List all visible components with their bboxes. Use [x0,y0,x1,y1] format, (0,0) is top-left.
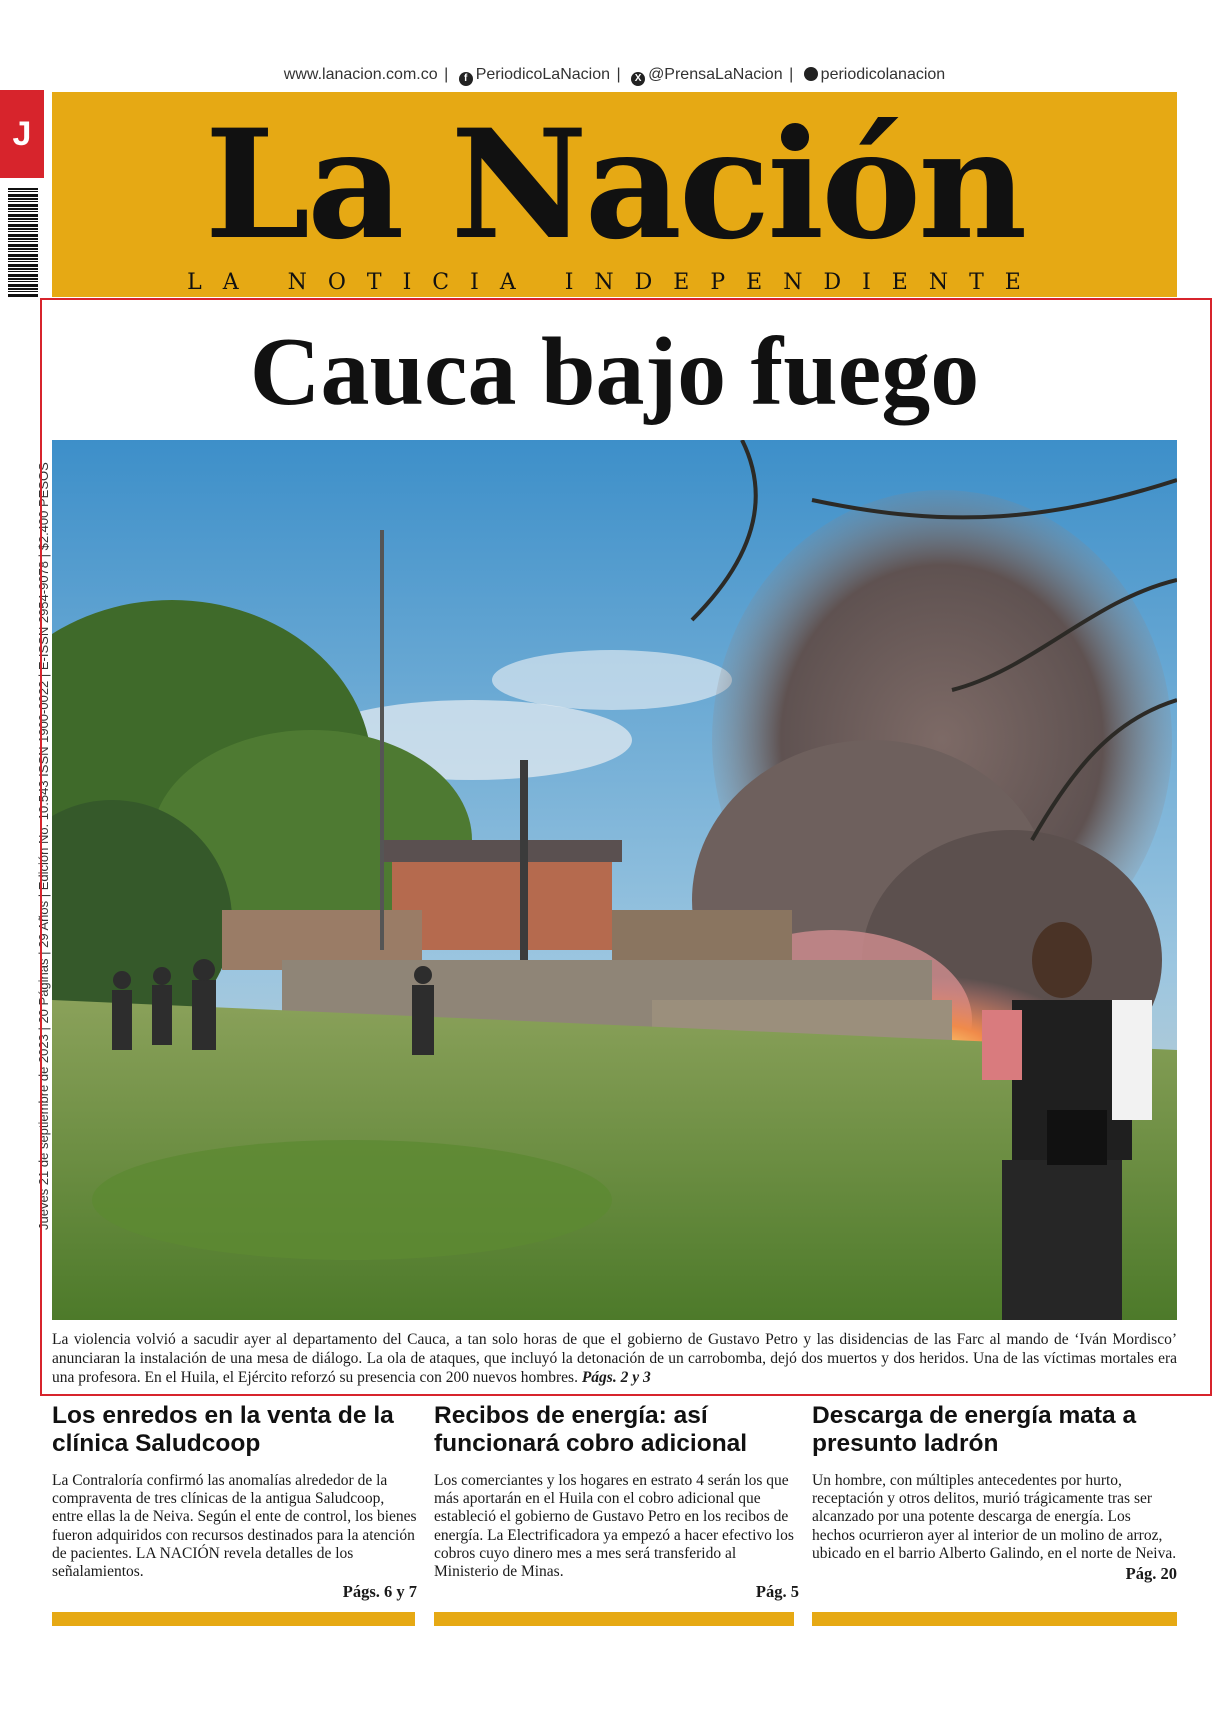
edition-info: Jueves 21 de septiembre de 2023 | 20 Páginas | 29 Años | Edición No. 10.543 ISSN 1900-0022 | E-ISSN 2954-9078 | $2.400 PESOS [36,462,51,1230]
masthead-word-la: La [204,97,402,273]
story-saludcoop[interactable] [52,1402,417,1602]
story-page-ref[interactable]: Págs. 6 y 7 [342,1582,417,1602]
lead-headline[interactable]: Cauca bajo fuego [249,318,980,426]
divider-bar [52,1612,415,1626]
instagram-link[interactable]: periodicolanacion [820,66,946,83]
story-page-ref[interactable]: Pág. 20 [1125,1564,1177,1584]
lead-caption-text: La violencia volvió a sacudir ayer al departamento del Cauca, a tan solo horas de que el gobierno de Gustavo Petro y las disidencias de las Farc al mando de ‘Iván Mordisco’ anunciaran la instalación de una mesa de diálogo. La ola de ataques, que incluyó la detonación de un carrobomba, dejó dos muertos y dos heridos. Una de las víctimas mortales era una profesora. En el Huila, el Ejército reforzó su presencia con 200 nuevos hombres. [52,1331,1177,1386]
divider-bar [434,1612,794,1626]
story-page-ref[interactable]: Pág. 5 [755,1582,799,1602]
lead-page-ref[interactable]: Págs. 2 y 3 [581,1369,651,1386]
explosion-scene-image [52,440,1177,1320]
story-title[interactable]: Los enredos en la venta de la clínica Saludcoop [52,1402,394,1457]
story-title[interactable]: Recibos de energía: así funcionará cobro adicional [434,1402,748,1457]
edition-badge: J [0,90,44,178]
divider-bar [812,1612,1177,1626]
story-body: Los comerciantes y los hogares en estrato 4 serán los que más aportarán en el Huila con el cobro adicional que estableció el gobierno de Gustavo Petro en los recibos de energía. La Electrificadora ya empezó a hacer efectivo los cobros cuyo dinero mes a mes será transferido al Ministerio de Minas. [434,1472,794,1581]
facebook-icon: f [459,72,473,86]
facebook-link[interactable]: PeriodicoLaNacion [475,66,610,83]
website-link[interactable]: www.lanacion.com.co [283,66,438,83]
x-link[interactable]: @PrensaLaNacion [648,66,783,83]
separator: | [616,66,621,83]
x-icon: X [631,72,645,86]
masthead-tagline: LA NOTICIA INDEPENDIENTE [187,270,1042,295]
story-descarga-energia[interactable] [812,1402,1177,1584]
instagram-icon [804,67,818,81]
lead-photo [52,440,1177,1320]
lead-caption [52,1330,1177,1387]
story-title[interactable]: Descarga de energía mata a presunto ladrón [812,1402,1137,1457]
story-recibos-energia[interactable] [434,1402,799,1602]
masthead-word-nacion: Nación [450,97,1025,273]
story-body: Un hombre, con múltiples antecedentes por hurto, receptación y otros delitos, murió trágicamente tras ser alcanzado por una potente descarga de energía. Los hechos ocurrieron ayer al interior de un molino de arroz, ubicado en el barrio Alberto Galindo, en el norte de Neiva. [812,1472,1177,1562]
barcode-icon [8,188,38,298]
social-links-bar [0,66,1229,86]
story-body: La Contraloría confirmó las anomalías alrededor de la compraventa de tres clínicas de la antigua Saludcoop, entre ellas la de Neiva. Según el ente de control, los bienes fueron adquiridos con recursos destinados para la atención de pacientes. LA NACIÓN revela detalles de los señalamientos. [52,1472,417,1581]
masthead-logo [52,97,1177,273]
separator: | [444,66,449,83]
separator: | [789,66,794,83]
